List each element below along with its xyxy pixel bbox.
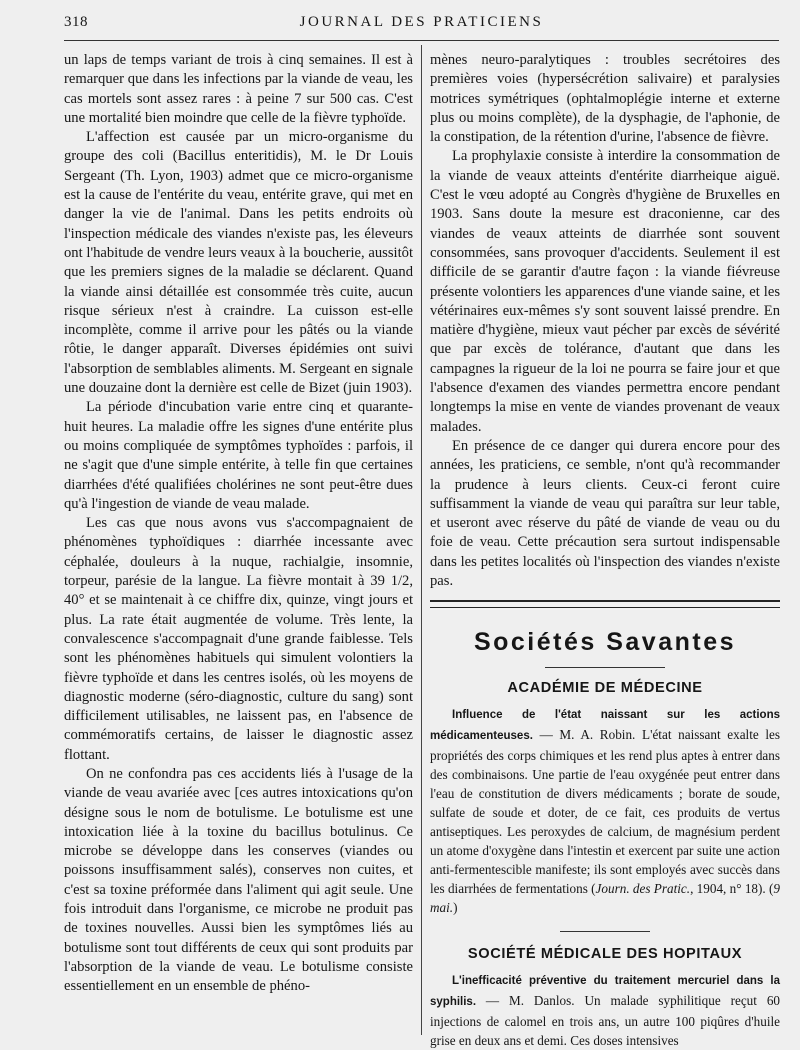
left-column	[64, 51, 413, 997]
right-column	[430, 51, 780, 1050]
page-number: 318	[64, 14, 88, 30]
societe-item	[430, 970, 780, 1050]
item-citation-rest: , 1904, n° 18). (	[690, 881, 774, 897]
paragraph: un laps de temps variant de trois à cinq semaines. Il est à remarquer que dans les infections par la viande de veau, les cas mortels sont assez rares : à peine 7 sur 500 cas. C'est une mortalité bien moindre que celle de la fièvre typhoïde.	[64, 52, 413, 126]
paragraph: La période d'incubation varie entre cinq et quarante-huit heures. La maladie offre les signes d'une entérite plus ou moins compliquée de symptômes typhoïdes : parfois, il ne s'agit que d'une simple entérite, à telle fin que certaines diarrhées d'été qualifiées cholérines ne sont peut-être dues qu'à l'ingestion de viande de veau malade.	[64, 399, 413, 512]
column-divider	[421, 45, 422, 1035]
item-date: 9 mai.	[430, 881, 780, 916]
academie-heading: ACADÉMIE DE MÉDECINE	[507, 680, 703, 697]
item-author: — M. Danlos.	[485, 993, 575, 1009]
paragraph: En présence de ce danger qui durera encore pour des années, les praticiens, ce semble, n'ont qu'à recommander la prudence à leurs clients. Ceux-ci feront cuire suffisamment la viande de veau qui paraîtra sur leur table, et useront avec réserve du pâté de viande de veau ou du foie de veau. Cette précaution sera surtout indispensable dans les petites localités où l'inspection des viandes n'existe pas.	[430, 437, 780, 590]
journal-title: JOURNAL DES PRATICIENS	[299, 14, 544, 30]
item-closing: )	[453, 900, 458, 916]
item-title: Influence de l'état naissant sur les actions médicamenteuses.	[430, 709, 780, 743]
academie-item	[430, 704, 780, 917]
title-rule	[545, 667, 665, 668]
item-text: L'état naissant exalte les propriétés des corps chimiques et les rend plus aptes à entrer dans des combinaisons. Une partie de l'eau oxygénée peut entrer dans l'eau de constitution de divers médicaments ; borate de soude, sulfate de soude et doter, de ce fait, ces produits de vertus antiseptiques. Les peroxydes de calcium, de magnésium perdent un atome d'oxygène dans l'intestin et exercent par suite une action anti-fermentescible manifeste; ils sont employés avec succès dans les diarrhées de fermentations (	[430, 727, 781, 897]
item-text: Un malade syphilitique reçut 60 injections de calomel en trois ans, un autre 100 piqûres d'huile grise en deux ans et demi. Ces doses intensives	[430, 993, 781, 1049]
section-divider	[430, 600, 780, 608]
paragraph: mènes neuro-paralytiques : troubles secrétoires des premières voies (hypersécrétion salivaire) et paralysies motrices symétriques (ophtalmoplégie interne et externe plus ou moins complète), de la dysphagie, de l'aphonie, de la constipation, de la rétention d'urine, l'absence de fièvre.	[430, 52, 780, 146]
section-title: Sociétés Savantes	[473, 628, 737, 657]
paragraph: On ne confondra pas ces accidents liés à l'usage de la viande de veau avariée avec [ces autres intoxications qu'on désigne sous le nom de botulisme. Le botulisme est une intoxication liée à la toxine du bacillus botulinus. Ce microbe se développe dans les conserves (viandes ou poissons insuffisamment salés), conserves non cuites, et c'est sa toxine préformée dans l'aliment qui agit seule. Une fois introduit dans l'organisme, ce microbe ne produit pas de toxines nouvelles. Aussi bien les symptômes liés au botulisme sont tout différents de ceux qui sont produits par l'absorption de la viande de veau. Le botulisme consiste essentiellement en un ensemble de phéno-	[64, 765, 413, 995]
item-author: — M. A. Robin.	[539, 727, 636, 743]
page-header	[64, 14, 779, 34]
item-citation: Journ. des Pratic.	[595, 881, 691, 897]
paragraph: Les cas que nous avons vus s'accompagnaient de phénomènes typhoïdiques : diarrhée incessante avec céphalée, douleurs à la nuque, rachialgie, insomnie, torpeur, parésie de la langue. La fièvre montait à 39 1/2, 40° et se maintenait à ce chiffre dix, quinze, vingt jours et plus. La rate était augmentée de volume. Très lente, la convalescence s'accompagnait d'une grande faiblesse. Tels sont les phénomènes habituels qui simulent volontiers la fièvre typhoïde et dans les centres isolés, où les moyens de diagnostic moderne (séro-diagnostic, culture du sang) sont difficilement utilisables, ne laissent pas, en l'absence de commémoratifs certains, de laisser le diagnostic assez flottant.	[64, 515, 413, 763]
societe-heading: SOCIÉTÉ MÉDICALE DES HOPITAUX	[467, 946, 743, 963]
paragraph: L'affection est causée par un micro-organisme du groupe des coli (Bacillus enteritidis), M. le Dr Louis Sergeant (Th. Lyon, 1903) admet que ce micro-organisme est la cause de l'entérite du veau, entérite grave, qui met en danger la vie de l'animal. Dans les petits endroits où l'inspection médicale des viandes n'existe pas, les éleveurs ont l'habitude de vendre leurs veaux à la boucherie, aussitôt que les premiers signes de la maladie se déclarent. Quand la viande ainsi détaillée est consommée très cuite, aucun risque sérieux n'est à craindre. La cuisson est-elle incomplète, comme il arrive pour les pâtés ou la viande rôtie, le danger apparaît. Diverses épidémies ont suivi l'absorption de semblables aliments. M. Sergeant en signale une douzaine dont la dernière est celle de Bizet (juin 1903).	[64, 129, 413, 397]
header-rule	[64, 40, 779, 41]
subsection-rule	[560, 931, 650, 932]
paragraph: La prophylaxie consiste à interdire la consommation de la viande de veaux atteints d'entérite diarrheique aiguë. C'est le vœu adopté au Congrès d'hygiène de Bruxelles en 1903. Sans doute la mesure est draconienne, car des viandes de veaux atteints de diarrhée sont souvent consommées, sans provoquer d'accidents. Seulement il est difficile de se garantir d'autre façon : la viande fiévreuse présente volontiers les apparences d'une viande saine, et les vétérinaires eux-mêmes s'y sont souvent laissé prendre. En matière d'hygiène, mieux vaut pécher par excès de sévérité que par excès de tolérance, d'autant que dans les campagnes la rigueur de la loi ne pourra se faire jour et que l'absence d'examen des viandes permettra encore pendant longtemps la mise en vente de viandes provenant de veaux malades.	[430, 148, 780, 435]
item-title: L'inefficacité préventive du traitement mercuriel dans la syphilis.	[430, 975, 780, 1009]
